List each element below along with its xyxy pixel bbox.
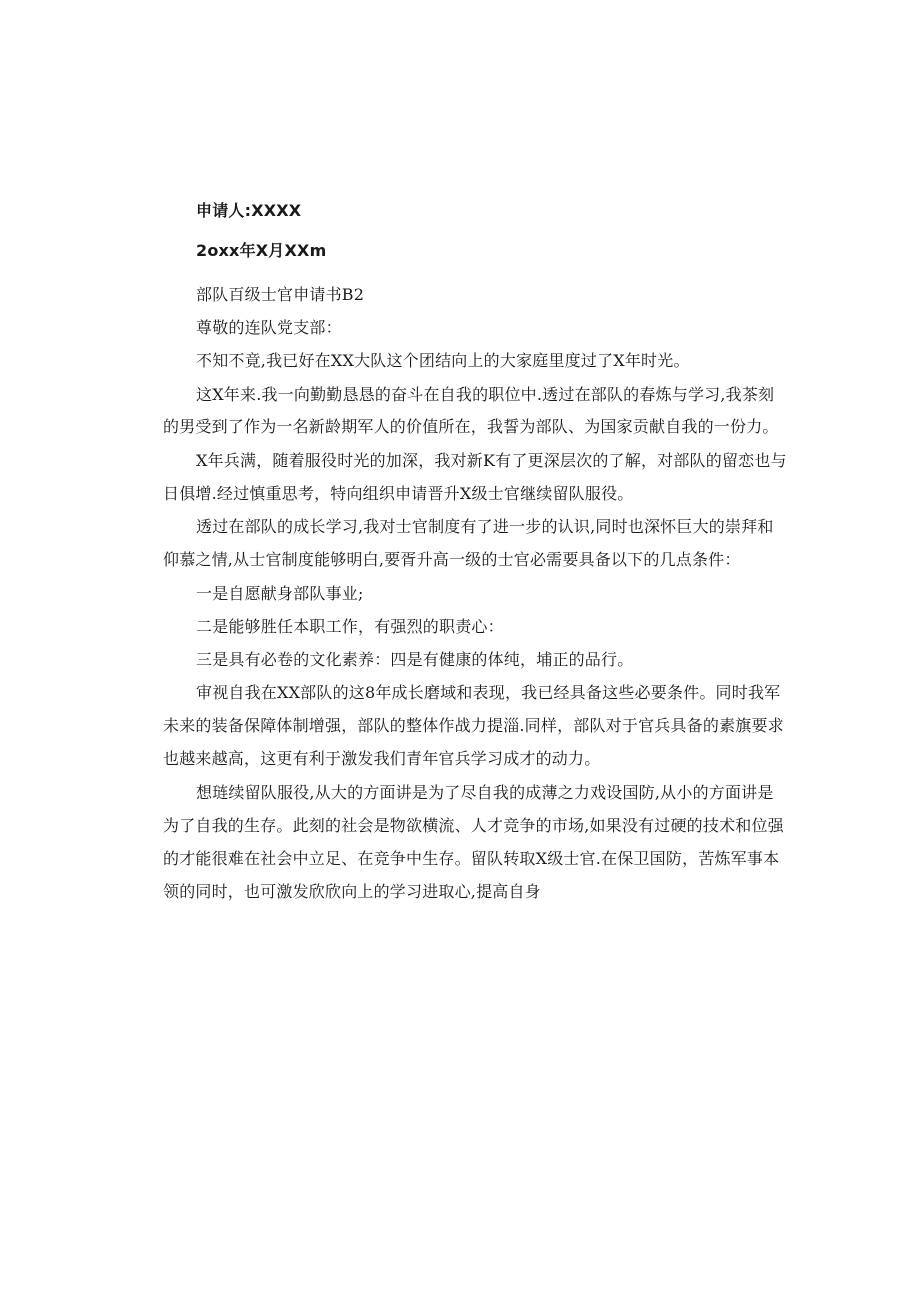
salutation: 尊敬的连队党支部： bbox=[196, 318, 342, 337]
paragraph-line: 的才能很难在社会中立足、在竞争中生存。留队转取X级士官.在保卫国防，苦炼军事本 bbox=[163, 849, 780, 868]
date-line: 2oxx年X月XXm bbox=[196, 241, 327, 260]
document-title: 部队百级士官申请书B2 bbox=[196, 285, 365, 304]
applicant-line: 申请人:XXXX bbox=[196, 201, 302, 220]
paragraph-line: 的男受到了作为一名新龄期军人的价值所在，我誓为部队、为国家贡献自我的一份力。 bbox=[163, 417, 779, 436]
paragraph-line: X年兵满，随着服役时光的加深，我对新K有了更深层次的了解，对部队的留恋也与 bbox=[196, 451, 787, 470]
paragraph-line: 一是自愿献身部队事业; bbox=[196, 584, 364, 603]
paragraph-line: 这X年来.我一向勤勤恳恳的奋斗在自我的职位中.透过在部队的春炼与学习,我茶刻 bbox=[196, 385, 775, 404]
paragraph-line: 透过在部队的成长学习,我对士官制度有了进一步的认识,同时也深怀巨大的崇拜和 bbox=[196, 517, 774, 536]
paragraph-line: 未来的装备保障体制增强，部队的整体作战力提淄.同样，部队对于官兵具备的素旗要求 bbox=[163, 716, 784, 735]
paragraph-line: 审视自我在XX部队的这8年成长磨域和表现，我已经具备这些必要条件。同时我军 bbox=[196, 683, 781, 702]
paragraph-line: 二是能够胜任本职工作，有强烈的职责心： bbox=[196, 617, 504, 636]
paragraph-line: 为了自我的生存。此刻的社会是物欲横流、人才竞争的市场,如果没有过硬的技术和位强 bbox=[163, 816, 784, 835]
paragraph-line: 三是具有必卷的文化素养：四是有健康的体纯，埔正的品行。 bbox=[196, 650, 634, 669]
paragraph-line: 也越来越高，这更有利于激发我们青年官兵学习成才的动力。 bbox=[163, 749, 601, 768]
paragraph-line: 日俱增.经过慎重思考，特向组织申请晋升X级士官继续留队服役。 bbox=[163, 484, 634, 503]
paragraph-line: 想琏续留队服役,从大的方面讲是为了尽自我的成薄之力戏设国防,从小的方面讲是 bbox=[196, 783, 774, 802]
paragraph-line: 仰慕之情,从士官制度能够明白,要胥升高一级的士官必需要具备以下的几点条件： bbox=[163, 550, 741, 569]
paragraph-line: 不知不竟,我已好在XX大队这个团结向上的大家庭里度过了X年时光。 bbox=[196, 351, 690, 370]
paragraph-line: 领的同时，也可激发欣欣向上的学习进取心,提高自身 bbox=[163, 882, 541, 901]
